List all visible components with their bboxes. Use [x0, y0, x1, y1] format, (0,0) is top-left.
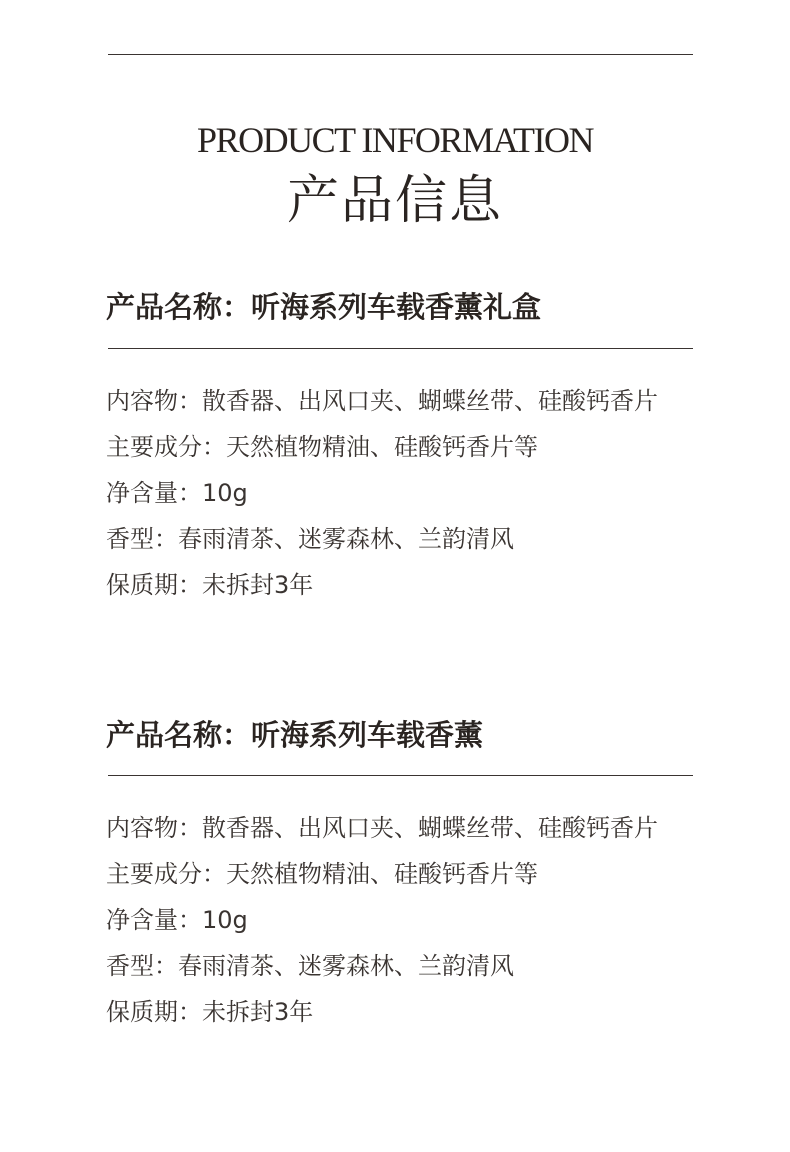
spec-contents: 内容物：散香器、出风口夹、蝴蝶丝带、硅酸钙香片 [106, 814, 658, 842]
section-title-english: PRODUCT INFORMATION [197, 120, 593, 160]
spec-shelf-life: 保质期：未拆封3年 [106, 571, 314, 599]
spec-net-content: 净含量：10g [106, 906, 248, 934]
spec-fragrance: 香型：春雨清茶、迷雾森林、兰韵清风 [106, 952, 514, 980]
product-spec-list [106, 378, 658, 608]
product-divider [108, 775, 693, 776]
spec-contents: 内容物：散香器、出风口夹、蝴蝶丝带、硅酸钙香片 [106, 387, 658, 415]
spec-shelf-life: 保质期：未拆封3年 [106, 998, 314, 1026]
section-title-chinese: 产品信息 [286, 171, 503, 231]
spec-fragrance: 香型：春雨清茶、迷雾森林、兰韵清风 [106, 525, 514, 553]
spec-ingredients: 主要成分：天然植物精油、硅酸钙香片等 [106, 433, 538, 461]
product-name: 产品名称：听海系列车载香薰 [106, 718, 484, 752]
spec-ingredients: 主要成分：天然植物精油、硅酸钙香片等 [106, 860, 538, 888]
product-divider [108, 348, 693, 349]
product-name: 产品名称：听海系列车载香薰礼盒 [106, 290, 542, 324]
spec-net-content: 净含量：10g [106, 479, 248, 507]
top-divider [108, 54, 693, 55]
product-spec-list [106, 805, 658, 1035]
